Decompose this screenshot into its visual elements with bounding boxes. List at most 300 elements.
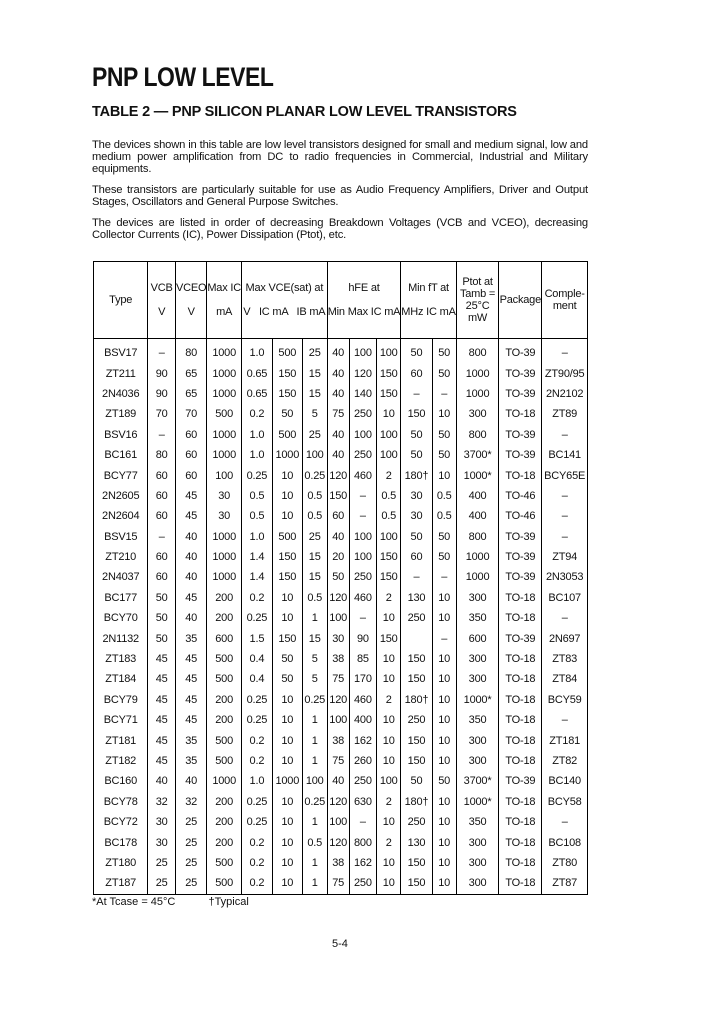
table-cell: 25 <box>302 527 327 547</box>
table-cell: 600 <box>456 628 499 648</box>
table-header-row <box>94 262 588 339</box>
table-cell: 1 <box>302 812 327 832</box>
table-cell: ZT82 <box>552 755 578 767</box>
type-cell: ZT211 <box>94 363 148 383</box>
table-cell: 45 <box>175 588 206 608</box>
table-cell: 10 <box>377 812 401 832</box>
table-cell: 100 <box>377 445 401 465</box>
table-cell: 10 <box>272 853 302 873</box>
table-cell: 300 <box>456 873 499 894</box>
table-cell: TO-39 <box>499 567 542 587</box>
table-cell: 300 <box>456 832 499 852</box>
table-cell: 38 <box>327 853 349 873</box>
table-cell: 200 <box>207 690 242 710</box>
table-cell: 25 <box>175 873 206 894</box>
table-cell: 300 <box>456 751 499 771</box>
table-cell: – <box>148 339 176 364</box>
table-cell: 250 <box>349 771 376 791</box>
table-cell: 2N697 <box>548 632 581 645</box>
table-cell: 45 <box>148 751 176 771</box>
table-cell: 60 <box>401 547 432 567</box>
footnote-case-temp: *At Tcase = 45°C <box>92 896 176 908</box>
table-cell: 200 <box>207 710 242 730</box>
table-cell: 100 <box>302 771 327 791</box>
table-cell: 40 <box>175 567 206 587</box>
table-cell: 1000 <box>207 384 242 404</box>
table-cell: 0.5 <box>302 832 327 852</box>
table-cell: 1.0 <box>241 339 272 364</box>
table-cell: 300 <box>456 649 499 669</box>
type-cell: BSV15 <box>94 527 148 547</box>
header-vcb: VCB V <box>148 262 176 339</box>
table-cell: TO-18 <box>499 690 542 710</box>
table-cell: BC107 <box>548 591 581 604</box>
table-cell: 60 <box>148 567 176 587</box>
table-cell: 0.5 <box>241 486 272 506</box>
table-cell: 32 <box>148 792 176 812</box>
table-cell: 45 <box>175 710 206 730</box>
table-cell: 25 <box>175 832 206 852</box>
table-row <box>94 649 588 669</box>
table-cell: 0.25 <box>302 465 327 485</box>
type-cell: BCY72 <box>94 812 148 832</box>
table-cell: 10 <box>272 751 302 771</box>
type-cell: 2N4037 <box>94 567 148 587</box>
table-cell: 100 <box>349 527 376 547</box>
table-cell: 300 <box>456 730 499 750</box>
table-cell: 150 <box>272 363 302 383</box>
table-cell: 90 <box>148 363 176 383</box>
table-row <box>94 425 588 445</box>
table-cell: 10 <box>377 608 401 628</box>
table-cell: 1000 <box>207 363 242 383</box>
table-cell: – <box>561 428 568 441</box>
table-cell: 0.25 <box>241 710 272 730</box>
table-cell: 15 <box>302 547 327 567</box>
type-cell: BC178 <box>94 832 148 852</box>
table-cell: 60 <box>175 425 206 445</box>
table-cell: 50 <box>272 649 302 669</box>
header-vcesat: Max VCE(sat) at V IC mA IB mA <box>241 262 327 339</box>
table-row <box>94 710 588 730</box>
type-cell: ZT210 <box>94 547 148 567</box>
table-cell: 1000 <box>456 567 499 587</box>
header-ptot: Ptot at Tamb = 25°C mW <box>456 262 499 339</box>
table-cell: 40 <box>175 608 206 628</box>
table-cell: 260 <box>349 751 376 771</box>
table-cell: 250 <box>349 404 376 424</box>
table-cell: 10 <box>377 873 401 894</box>
table-row <box>94 730 588 750</box>
table-row <box>94 339 588 364</box>
table-cell: 0.25 <box>241 465 272 485</box>
page-heading: PNP LOW LEVEL <box>92 62 274 92</box>
table-cell: 85 <box>349 649 376 669</box>
table-cell: 10 <box>272 465 302 485</box>
table-cell: 500 <box>207 649 242 669</box>
type-cell: 2N1132 <box>94 628 148 648</box>
table-cell: 1000 <box>207 527 242 547</box>
table-cell: 10 <box>272 832 302 852</box>
table-cell: 100 <box>207 465 242 485</box>
table-cell: 10 <box>377 404 401 424</box>
transistor-table <box>93 261 588 895</box>
table-row <box>94 363 588 383</box>
table-cell: 150 <box>377 384 401 404</box>
table-cell: 50 <box>148 588 176 608</box>
table-cell: 0.2 <box>241 751 272 771</box>
table-cell: 1000* <box>456 465 499 485</box>
table-cell: 460 <box>349 465 376 485</box>
table-cell: 150 <box>272 547 302 567</box>
table-cell: 150 <box>377 628 401 648</box>
table-cell: 60 <box>327 506 349 526</box>
table-cell: 500 <box>272 425 302 445</box>
table-cell: 2N3053 <box>545 571 584 584</box>
table-cell: 0.2 <box>241 873 272 894</box>
type-cell: BCY71 <box>94 710 148 730</box>
table-cell: 200 <box>207 608 242 628</box>
table-cell: 45 <box>148 649 176 669</box>
table-cell: 15 <box>302 384 327 404</box>
table-row <box>94 404 588 424</box>
table-cell: 0.4 <box>241 649 272 669</box>
table-cell: 120 <box>349 363 376 383</box>
table-cell: 120 <box>327 792 349 812</box>
table-cell: 0.2 <box>241 404 272 424</box>
table-cell: 180† <box>401 690 432 710</box>
table-row <box>94 384 588 404</box>
table-cell: BCY65E <box>544 469 586 482</box>
table-cell: TO-18 <box>499 710 542 730</box>
table-cell: TO-39 <box>499 628 542 648</box>
type-cell: BC161 <box>94 445 148 465</box>
table-cell: 75 <box>327 404 349 424</box>
table-cell: 60 <box>148 486 176 506</box>
table-cell: 10 <box>272 588 302 608</box>
table-cell: – <box>349 486 376 506</box>
table-cell: – <box>349 506 376 526</box>
table-cell: TO-18 <box>499 730 542 750</box>
table-cell: 32 <box>175 792 206 812</box>
table-cell: 200 <box>207 588 242 608</box>
table-cell: 500 <box>272 339 302 364</box>
table-cell: 40 <box>327 425 349 445</box>
type-cell: ZT182 <box>94 751 148 771</box>
table-cell: TO-18 <box>499 588 542 608</box>
table-row <box>94 812 588 832</box>
type-cell: 2N4036 <box>94 384 148 404</box>
table-cell: 1000* <box>456 690 499 710</box>
header-ic-max: Max IC mA <box>207 262 242 339</box>
table-cell: 3700* <box>456 771 499 791</box>
table-row <box>94 567 588 587</box>
table-cell: 2 <box>377 690 401 710</box>
table-cell: 10 <box>432 751 456 771</box>
table-cell: 250 <box>349 873 376 894</box>
header-hfe: hFE at Min Max IC mA <box>327 262 401 339</box>
table-cell: 0.65 <box>241 363 272 383</box>
table-cell: 10 <box>377 751 401 771</box>
table-cell: – <box>349 812 376 832</box>
table-cell: 5 <box>302 649 327 669</box>
table-cell: 45 <box>175 506 206 526</box>
table-cell: 1000 <box>207 445 242 465</box>
table-cell: 50 <box>327 567 349 587</box>
header-vceo: VCEO V <box>175 262 206 339</box>
table-cell: 30 <box>401 506 432 526</box>
type-cell: ZT184 <box>94 669 148 689</box>
table-cell: 250 <box>401 710 432 730</box>
table-cell: 0.5 <box>302 588 327 608</box>
table-cell: 10 <box>432 588 456 608</box>
table-cell: 100 <box>327 710 349 730</box>
table-cell: 60 <box>148 547 176 567</box>
table-cell: 1000 <box>207 547 242 567</box>
table-cell: 250 <box>401 608 432 628</box>
ordering-paragraph: The devices are listed in order of decreasing Breakdown Voltages (VCB and VCEO), decreasing Collector Currents (IC), Power Dissipation (Ptot), etc. <box>92 217 588 241</box>
table-cell: BC108 <box>548 836 581 849</box>
table-row <box>94 588 588 608</box>
table-cell: 150 <box>401 649 432 669</box>
table-cell: 500 <box>272 527 302 547</box>
table-cell: 40 <box>175 771 206 791</box>
table-row <box>94 751 588 771</box>
table-cell: BCY58 <box>547 795 582 808</box>
table-cell: 10 <box>432 465 456 485</box>
table-cell: 150 <box>401 751 432 771</box>
table-cell: TO-18 <box>499 465 542 485</box>
table-cell: 200 <box>207 812 242 832</box>
table-cell: 150 <box>377 567 401 587</box>
table-cell: 460 <box>349 588 376 608</box>
table-cell: 50 <box>148 608 176 628</box>
table-cell: 0.25 <box>241 690 272 710</box>
table-cell: TO-39 <box>499 384 542 404</box>
table-cell: – <box>561 510 568 523</box>
table-cell: 40 <box>327 363 349 383</box>
table-cell: 50 <box>401 527 432 547</box>
table-cell: 300 <box>456 404 499 424</box>
header-ft: Min fT at MHz IC mA <box>401 262 456 339</box>
table-cell: 80 <box>148 445 176 465</box>
table-cell: – <box>401 384 432 404</box>
table-cell: 100 <box>302 445 327 465</box>
table-cell: ZT84 <box>552 673 578 686</box>
table-row <box>94 669 588 689</box>
table-cell: 162 <box>349 853 376 873</box>
table-cell: – <box>561 612 568 625</box>
table-cell: 2N2102 <box>545 387 584 400</box>
table-cell: 10 <box>432 690 456 710</box>
table-cell: 1 <box>302 873 327 894</box>
table-cell <box>401 628 432 648</box>
table-cell: 180† <box>401 792 432 812</box>
table-row <box>94 608 588 628</box>
table-cell: 0.25 <box>241 608 272 628</box>
table-cell: 25 <box>302 425 327 445</box>
table-cell: 2 <box>377 465 401 485</box>
table-cell: TO-39 <box>499 445 542 465</box>
table-cell: 50 <box>272 669 302 689</box>
table-cell: 30 <box>327 628 349 648</box>
table-cell: 2 <box>377 832 401 852</box>
table-cell: 0.5 <box>432 506 456 526</box>
table-cell: 800 <box>349 832 376 852</box>
table-cell: 10 <box>432 853 456 873</box>
table-cell: 1.0 <box>241 425 272 445</box>
table-cell: 10 <box>432 792 456 812</box>
page-number: 5-4 <box>332 938 348 950</box>
table-cell: – <box>148 527 176 547</box>
type-cell: 2N2604 <box>94 506 148 526</box>
table-row <box>94 547 588 567</box>
table-cell: TO-18 <box>499 751 542 771</box>
table-cell: 500 <box>207 404 242 424</box>
table-row <box>94 832 588 852</box>
footnotes <box>92 896 279 908</box>
table-cell: 500 <box>207 873 242 894</box>
table-row <box>94 628 588 648</box>
table-cell: 0.5 <box>377 506 401 526</box>
table-cell: 0.5 <box>302 486 327 506</box>
table-cell: 10 <box>272 710 302 730</box>
table-cell: 100 <box>377 527 401 547</box>
table-cell: 120 <box>327 588 349 608</box>
table-cell: 40 <box>148 771 176 791</box>
table-cell: 80 <box>175 339 206 364</box>
table-cell: 10 <box>432 730 456 750</box>
table-cell: 10 <box>272 873 302 894</box>
table-cell: 1 <box>302 853 327 873</box>
table-cell: 40 <box>175 547 206 567</box>
table-cell: 40 <box>327 445 349 465</box>
type-cell: ZT183 <box>94 649 148 669</box>
header-package: Package <box>499 262 542 339</box>
type-cell: 2N2605 <box>94 486 148 506</box>
table-cell: 35 <box>175 730 206 750</box>
table-cell: TO-46 <box>499 506 542 526</box>
table-cell: – <box>401 567 432 587</box>
table-cell: 0.2 <box>241 832 272 852</box>
table-cell: 45 <box>175 669 206 689</box>
usage-paragraph: These transistors are particularly suitable for use as Audio Frequency Amplifiers, Driver and Output Stages, Oscillators and General Purpose Switches. <box>92 184 588 208</box>
table-cell: 1.4 <box>241 547 272 567</box>
table-cell: 40 <box>327 527 349 547</box>
table-cell: – <box>148 425 176 445</box>
table-cell: 1000 <box>207 567 242 587</box>
table-cell: TO-18 <box>499 873 542 894</box>
table-cell: 1 <box>302 751 327 771</box>
type-cell: ZT181 <box>94 730 148 750</box>
type-cell: BCY78 <box>94 792 148 812</box>
table-cell: 25 <box>175 812 206 832</box>
table-cell: 30 <box>148 832 176 852</box>
table-cell: TO-18 <box>499 649 542 669</box>
table-cell: 1000 <box>456 547 499 567</box>
table-cell: – <box>561 816 568 829</box>
table-cell: 50 <box>432 363 456 383</box>
table-cell: 20 <box>327 547 349 567</box>
table-cell: 35 <box>175 628 206 648</box>
footnote-typical: †Typical <box>208 896 249 908</box>
table-cell: 0.25 <box>302 690 327 710</box>
table-cell: 15 <box>302 567 327 587</box>
table-cell: 90 <box>349 628 376 648</box>
table-cell: 0.2 <box>241 588 272 608</box>
table-cell: 1.5 <box>241 628 272 648</box>
table-cell: TO-39 <box>499 547 542 567</box>
table-cell: 100 <box>327 608 349 628</box>
table-cell: TO-18 <box>499 812 542 832</box>
table-cell: ZT181 <box>549 734 581 747</box>
table-cell: 3700* <box>456 445 499 465</box>
table-cell: 45 <box>175 690 206 710</box>
table-cell: 350 <box>456 812 499 832</box>
table-row <box>94 792 588 812</box>
table-cell: ZT90/95 <box>544 367 585 380</box>
table-cell: 10 <box>377 649 401 669</box>
table-cell: 10 <box>272 730 302 750</box>
table-cell: 10 <box>377 730 401 750</box>
table-cell: TO-46 <box>499 486 542 506</box>
type-cell: BSV16 <box>94 425 148 445</box>
table-cell: 50 <box>401 425 432 445</box>
table-cell: 1000 <box>207 771 242 791</box>
table-cell: 150 <box>401 873 432 894</box>
table-cell: TO-39 <box>499 527 542 547</box>
table-cell: 45 <box>175 486 206 506</box>
table-title: TABLE 2 — PNP SILICON PLANAR LOW LEVEL TRANSISTORS <box>92 104 517 120</box>
table-cell: 350 <box>456 710 499 730</box>
table-cell: 162 <box>349 730 376 750</box>
table-cell: 50 <box>432 771 456 791</box>
table-cell: 1000* <box>456 792 499 812</box>
table-cell: 38 <box>327 649 349 669</box>
table-cell: 0.5 <box>432 486 456 506</box>
table-row <box>94 690 588 710</box>
table-cell: 0.25 <box>302 792 327 812</box>
table-cell: 1.0 <box>241 527 272 547</box>
table-cell: 0.5 <box>377 486 401 506</box>
table-cell: 1.0 <box>241 771 272 791</box>
table-cell: 15 <box>302 363 327 383</box>
table-cell: BC141 <box>548 449 581 462</box>
table-cell: BCY59 <box>547 693 582 706</box>
type-cell: BC177 <box>94 588 148 608</box>
table-cell: ZT87 <box>552 877 578 890</box>
table-cell: 5 <box>302 404 327 424</box>
table-cell: 500 <box>207 669 242 689</box>
table-cell: 100 <box>327 812 349 832</box>
table-cell: TO-39 <box>499 339 542 364</box>
table-row <box>94 506 588 526</box>
table-cell: TO-18 <box>499 669 542 689</box>
intro-paragraph: The devices shown in this table are low level transistors designed for small and medium signal, low and medium power amplification from DC to radio frequencies in Commercial, Industrial and Military equipments. <box>92 139 588 175</box>
table-cell: 200 <box>207 832 242 852</box>
table-cell: 400 <box>456 486 499 506</box>
table-cell: 350 <box>456 608 499 628</box>
table-cell: 100 <box>349 339 376 364</box>
table-cell: 5 <box>302 669 327 689</box>
header-type: Type <box>94 262 148 339</box>
table-cell: TO-39 <box>499 363 542 383</box>
table-cell: – <box>432 628 456 648</box>
table-cell: 0.65 <box>241 384 272 404</box>
table-body <box>94 339 588 895</box>
table-cell: 25 <box>175 853 206 873</box>
table-cell: 250 <box>401 812 432 832</box>
